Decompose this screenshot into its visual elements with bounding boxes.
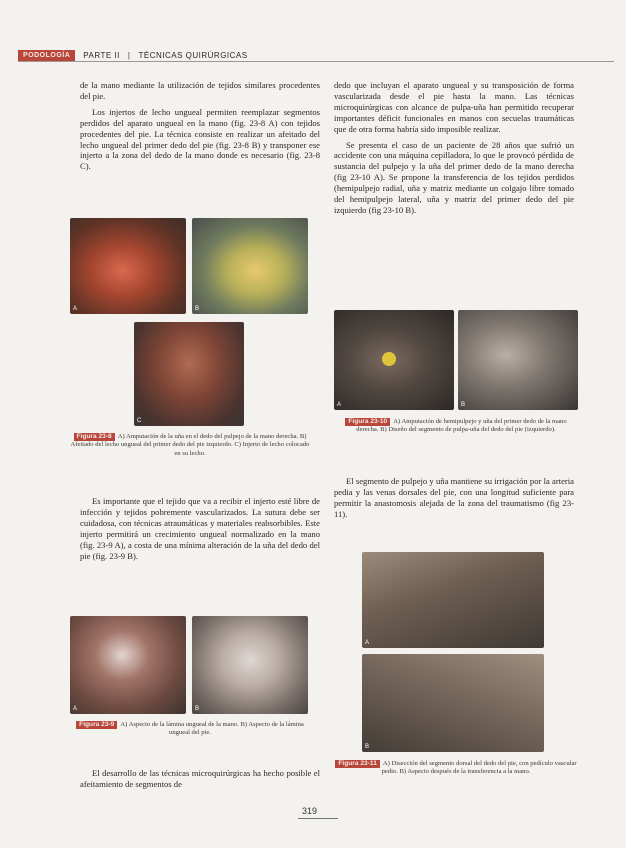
photo-label-10b: B <box>461 402 466 408</box>
photo-label-9b: B <box>195 706 200 712</box>
left-text-top <box>80 80 320 177</box>
figure-23-9-caption <box>70 721 310 738</box>
header-separator: | <box>127 50 131 60</box>
right-text-middle <box>334 476 574 525</box>
left-paragraph-3: Es importante que el tejido que va a recibir el injerto esté libre de infección y tejidos pobremente vascularizados. La sutura debe ser cuidadosa, con técnicas atraumáticas y materiales reabsorbibles. Este injerto permitirá un crecimiento ungueal normalizado en la mano (fig. 23-9 A), a costa de una mínima alteración de la uña del dedo del pie (fig. 23-9 B). <box>80 496 320 561</box>
figure-23-10a-photo <box>334 310 454 410</box>
figure-text-9: A) Aspecto de la lámina ungueal de la mano. B) Aspecto de la lámina ungueal del pie. <box>120 721 304 737</box>
left-paragraph-2: Los injertos de lecho ungueal permiten reemplazar segmentos perdidos del aparato ungueal en la mano (fig. 23-8 A) con tejidos procedentes del pie. La técnica consiste en realizar un afeitado del lecho ungueal del primer dedo del pie (fig. 23-8 B) y transponer ese injerto a la zona del dedo de la mano donde es necesario (fig. 23-8 C). <box>80 106 320 172</box>
header-rule <box>18 61 614 62</box>
right-paragraph-3: El segmento de pulpejo y uña mantiene su irrigación por la arteria pedia y las venas dorsales del pie, con una longitud suficiente para permitir la anastomosis alejada de la zona del traumatismo (fig 23-11). <box>334 476 574 519</box>
right-paragraph-2: Se presenta el caso de un paciente de 28 años que sufrió un accidente con una máquina cepilladora, lo que le provocó pérdida de sustancia del pulpejo y la uña del primer dedo de la mano derecha (fig 23-10 A). Se propone la transferencia de los tejidos perdidos (hemipulpejo radial, uña y matriz mediante un colgajo libre tomado del hemipulpejo lateral, uña y matriz del primer dedo del pie izquierdo (fig 23-10 B). <box>334 139 574 215</box>
figure-text-8: A) Amputación de la uña en el dedo del pulpejo de la mano derecha. B) Afeitado del lecho ungueal del primer dedo del pie izquierdo. C) Injerto de lecho colocado en su lecho. <box>70 433 310 457</box>
yellow-marker <box>382 352 396 366</box>
photo-label-11a: A <box>365 640 370 646</box>
photo-label-c: C <box>137 418 142 424</box>
folio-rule <box>298 818 338 819</box>
figure-23-10b-photo <box>458 310 578 410</box>
figure-number-11: Figura 23-11 <box>335 760 379 768</box>
right-paragraph-1: dedo que incluyan el aparato ungueal y su transposición de forma vascularizada desde el pie hasta la mano. Las técnicas microquirúrgicas con alcance de pulpa-uña han permitido recuperar importantes déficit funcionales en manos con secuelas traumáticas que de otra forma habría sido imposible realizar. <box>334 80 574 134</box>
right-text-top <box>334 80 574 221</box>
figure-text-10: A) Amputación de hemipulpejo y uña del primer dedo de la mano derecha. B) Diseño del segmento de pulpa-uña del dedo del pie (izquierdo). <box>356 418 567 434</box>
section-label: TÉCNICAS QUIRÚRGICAS <box>138 50 248 60</box>
photo-label-b: B <box>195 306 200 312</box>
photo-label-a: A <box>73 306 78 312</box>
part-label: PARTE II <box>83 50 120 60</box>
left-paragraph-1: de la mano mediante la utilización de tejidos similares procedentes del pie. <box>80 80 320 101</box>
figure-23-8a-photo <box>70 218 186 314</box>
photo-label-10a: A <box>337 402 342 408</box>
figure-23-10-caption <box>334 418 578 435</box>
page-number: 319 <box>302 806 318 816</box>
running-header <box>18 49 248 61</box>
figure-number-9: Figura 23-9 <box>76 721 117 729</box>
left-text-middle <box>80 496 320 566</box>
left-paragraph-4: El desarrollo de las técnicas microquirúrgicas ha hecho posible el afeitamiento de segmentos de <box>80 768 320 789</box>
figure-number-8: Figura 23-8 <box>74 433 115 441</box>
left-text-bottom <box>80 768 320 795</box>
photo-label-9a: A <box>73 706 78 712</box>
figure-number-10: Figura 23-10 <box>345 418 390 426</box>
figure-text-11: A) Disección del segmento dorsal del dedo del pie, con pedículo vascular pedio. B) Aspecto después de la transferencia a la mano. <box>381 760 577 776</box>
photo-label-11b: B <box>365 744 370 750</box>
figure-23-11a-photo <box>362 552 544 648</box>
figure-23-8b-photo <box>192 218 308 314</box>
figure-23-11-caption <box>334 760 578 777</box>
figure-23-9b-photo <box>192 616 308 714</box>
figure-23-9a-photo <box>70 616 186 714</box>
figure-23-8-caption <box>70 433 310 458</box>
figure-23-8c-photo <box>134 322 244 426</box>
figure-23-11b-photo <box>362 654 544 752</box>
chapter-tag: PODOLOGÍA <box>18 50 75 61</box>
